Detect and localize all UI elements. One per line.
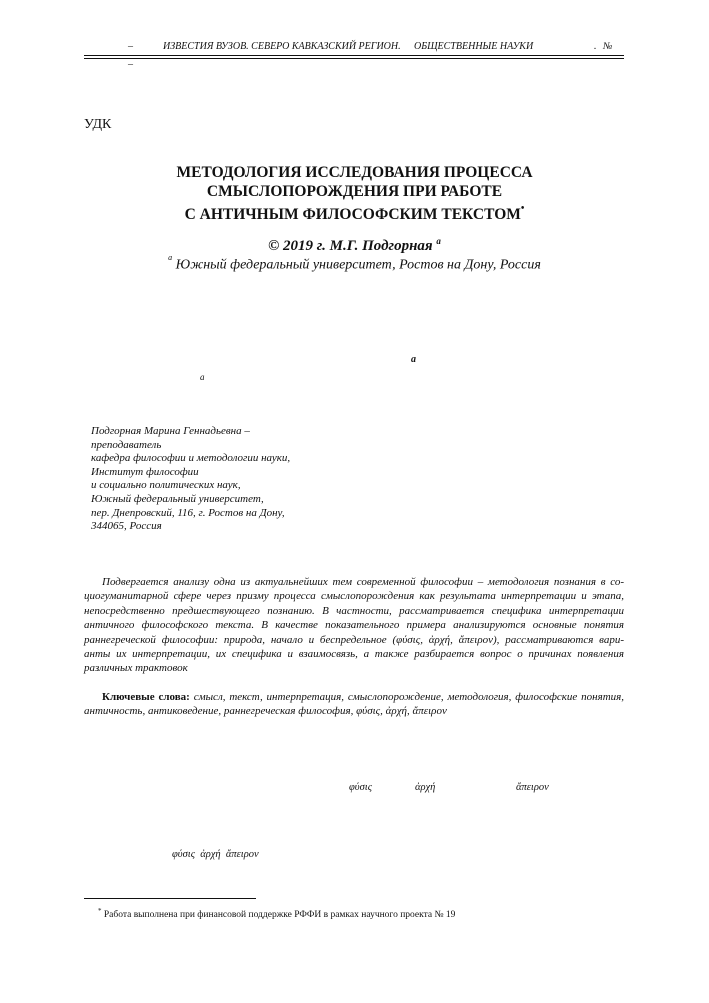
abstract-line: различных трактовок: [84, 662, 188, 675]
author-info-line: Подгорная Марина Геннадьевна –: [91, 425, 250, 437]
udk-label: УДК: [84, 117, 112, 132]
abstract-line: Подвергается анализу одна из актуальнейших тем современной философии – методология познания в со-: [102, 576, 624, 588]
header-dash-2: –: [128, 59, 133, 70]
journal-name: ИЗВЕСТИЯ ВУЗОВ. СЕВЕРО КАВКАЗСКИЙ РЕГИОН.: [163, 41, 401, 52]
affil-mark-bold: a: [411, 354, 416, 365]
affiliation-mark: a: [168, 253, 173, 262]
author-affil-mark: a: [436, 236, 441, 246]
greek-terms-row: φύσις ἀρχή ἄπειρον: [172, 849, 259, 860]
author-info-line: 344065, Россия: [91, 520, 162, 533]
greek-physis: φύσις: [349, 782, 372, 793]
header-dot: .: [594, 41, 597, 52]
affil-mark-small: a: [200, 372, 205, 382]
author-info-line: Институт философии: [91, 465, 199, 478]
title-line-2: СМЫСЛОПОРОЖДЕНИЯ ПРИ РАБОТЕ: [206, 183, 503, 200]
issue-number-sign: №: [603, 41, 613, 52]
abstract-line: непосредственно предшествующего познанию. В частности, рассматривается специфика интерпретации: [84, 604, 624, 617]
author-info-line: преподаватель: [91, 438, 162, 451]
abstract-line: раннегреческой философии: природа, начало и беспредельное (φύσις, ἀρχή, ἄπειρον), рассматриваются вари-: [84, 633, 624, 646]
author-info-line: и социально политических наук,: [91, 479, 241, 492]
footnote-mark: *: [98, 907, 102, 915]
abstract: [84, 575, 624, 676]
greek-apeiron: ἄπειρον: [516, 782, 549, 793]
author-info-line: кафедра философии и методологии науки,: [91, 452, 291, 465]
author-line: © 2019 г. М.Г. Подгорная $^a$: [268, 236, 441, 254]
author-info: [91, 425, 290, 534]
header-rule-thick: [84, 55, 624, 56]
author-info-line: пер. Днепровский, 116, г. Ростов на Дону,: [91, 506, 285, 519]
title-footnote-mark: •: [520, 203, 525, 214]
affiliation: $^a$ Южный федеральный университет, Ростов на Дону, Россия: [168, 253, 541, 273]
abstract-line: циогуманитарной сфере через призму процесса смыслопорождения как результата интерпретации и этапа,: [84, 590, 624, 603]
article-title: [0, 163, 709, 224]
greek-arche: ἀρχή: [415, 782, 436, 793]
title-line-3: С АНТИЧНЫМ ФИЛОСОФСКИМ ТЕКСТОМ•: [184, 203, 525, 224]
header-dash: –: [128, 41, 133, 52]
keywords-line-1: Ключевые слова: смысл, текст, интерпретация, смыслопорождение, методология, философские понятия,: [102, 691, 625, 703]
author-info-line: Южный федеральный университет,: [91, 492, 264, 505]
footnote-rule: [84, 898, 256, 899]
footnote: * Работа выполнена при финансовой поддержке РФФИ в рамках научного проекта № 19: [98, 907, 456, 921]
abstract-line: античного философского текста. В качестве показательного примера анализируются основные понятия: [84, 619, 624, 632]
title-line-1: МЕТОДОЛОГИЯ ИССЛЕДОВАНИЯ ПРОЦЕССА: [176, 164, 533, 181]
keywords: [84, 690, 624, 719]
keywords-line-2: античность, антиковедение, раннегреческая философия, φύσις, ἀρχή, ἄπειρον: [84, 705, 447, 718]
journal-section: ОБЩЕСТВЕННЫЕ НАУКИ: [414, 41, 534, 52]
abstract-line: анты их интерпретации, их специфика и взаимосвязь, а также разбирается вопрос о причинах появления: [84, 648, 624, 661]
keywords-label: Ключевые слова:: [102, 691, 190, 703]
header-rule-thin: [84, 58, 624, 59]
